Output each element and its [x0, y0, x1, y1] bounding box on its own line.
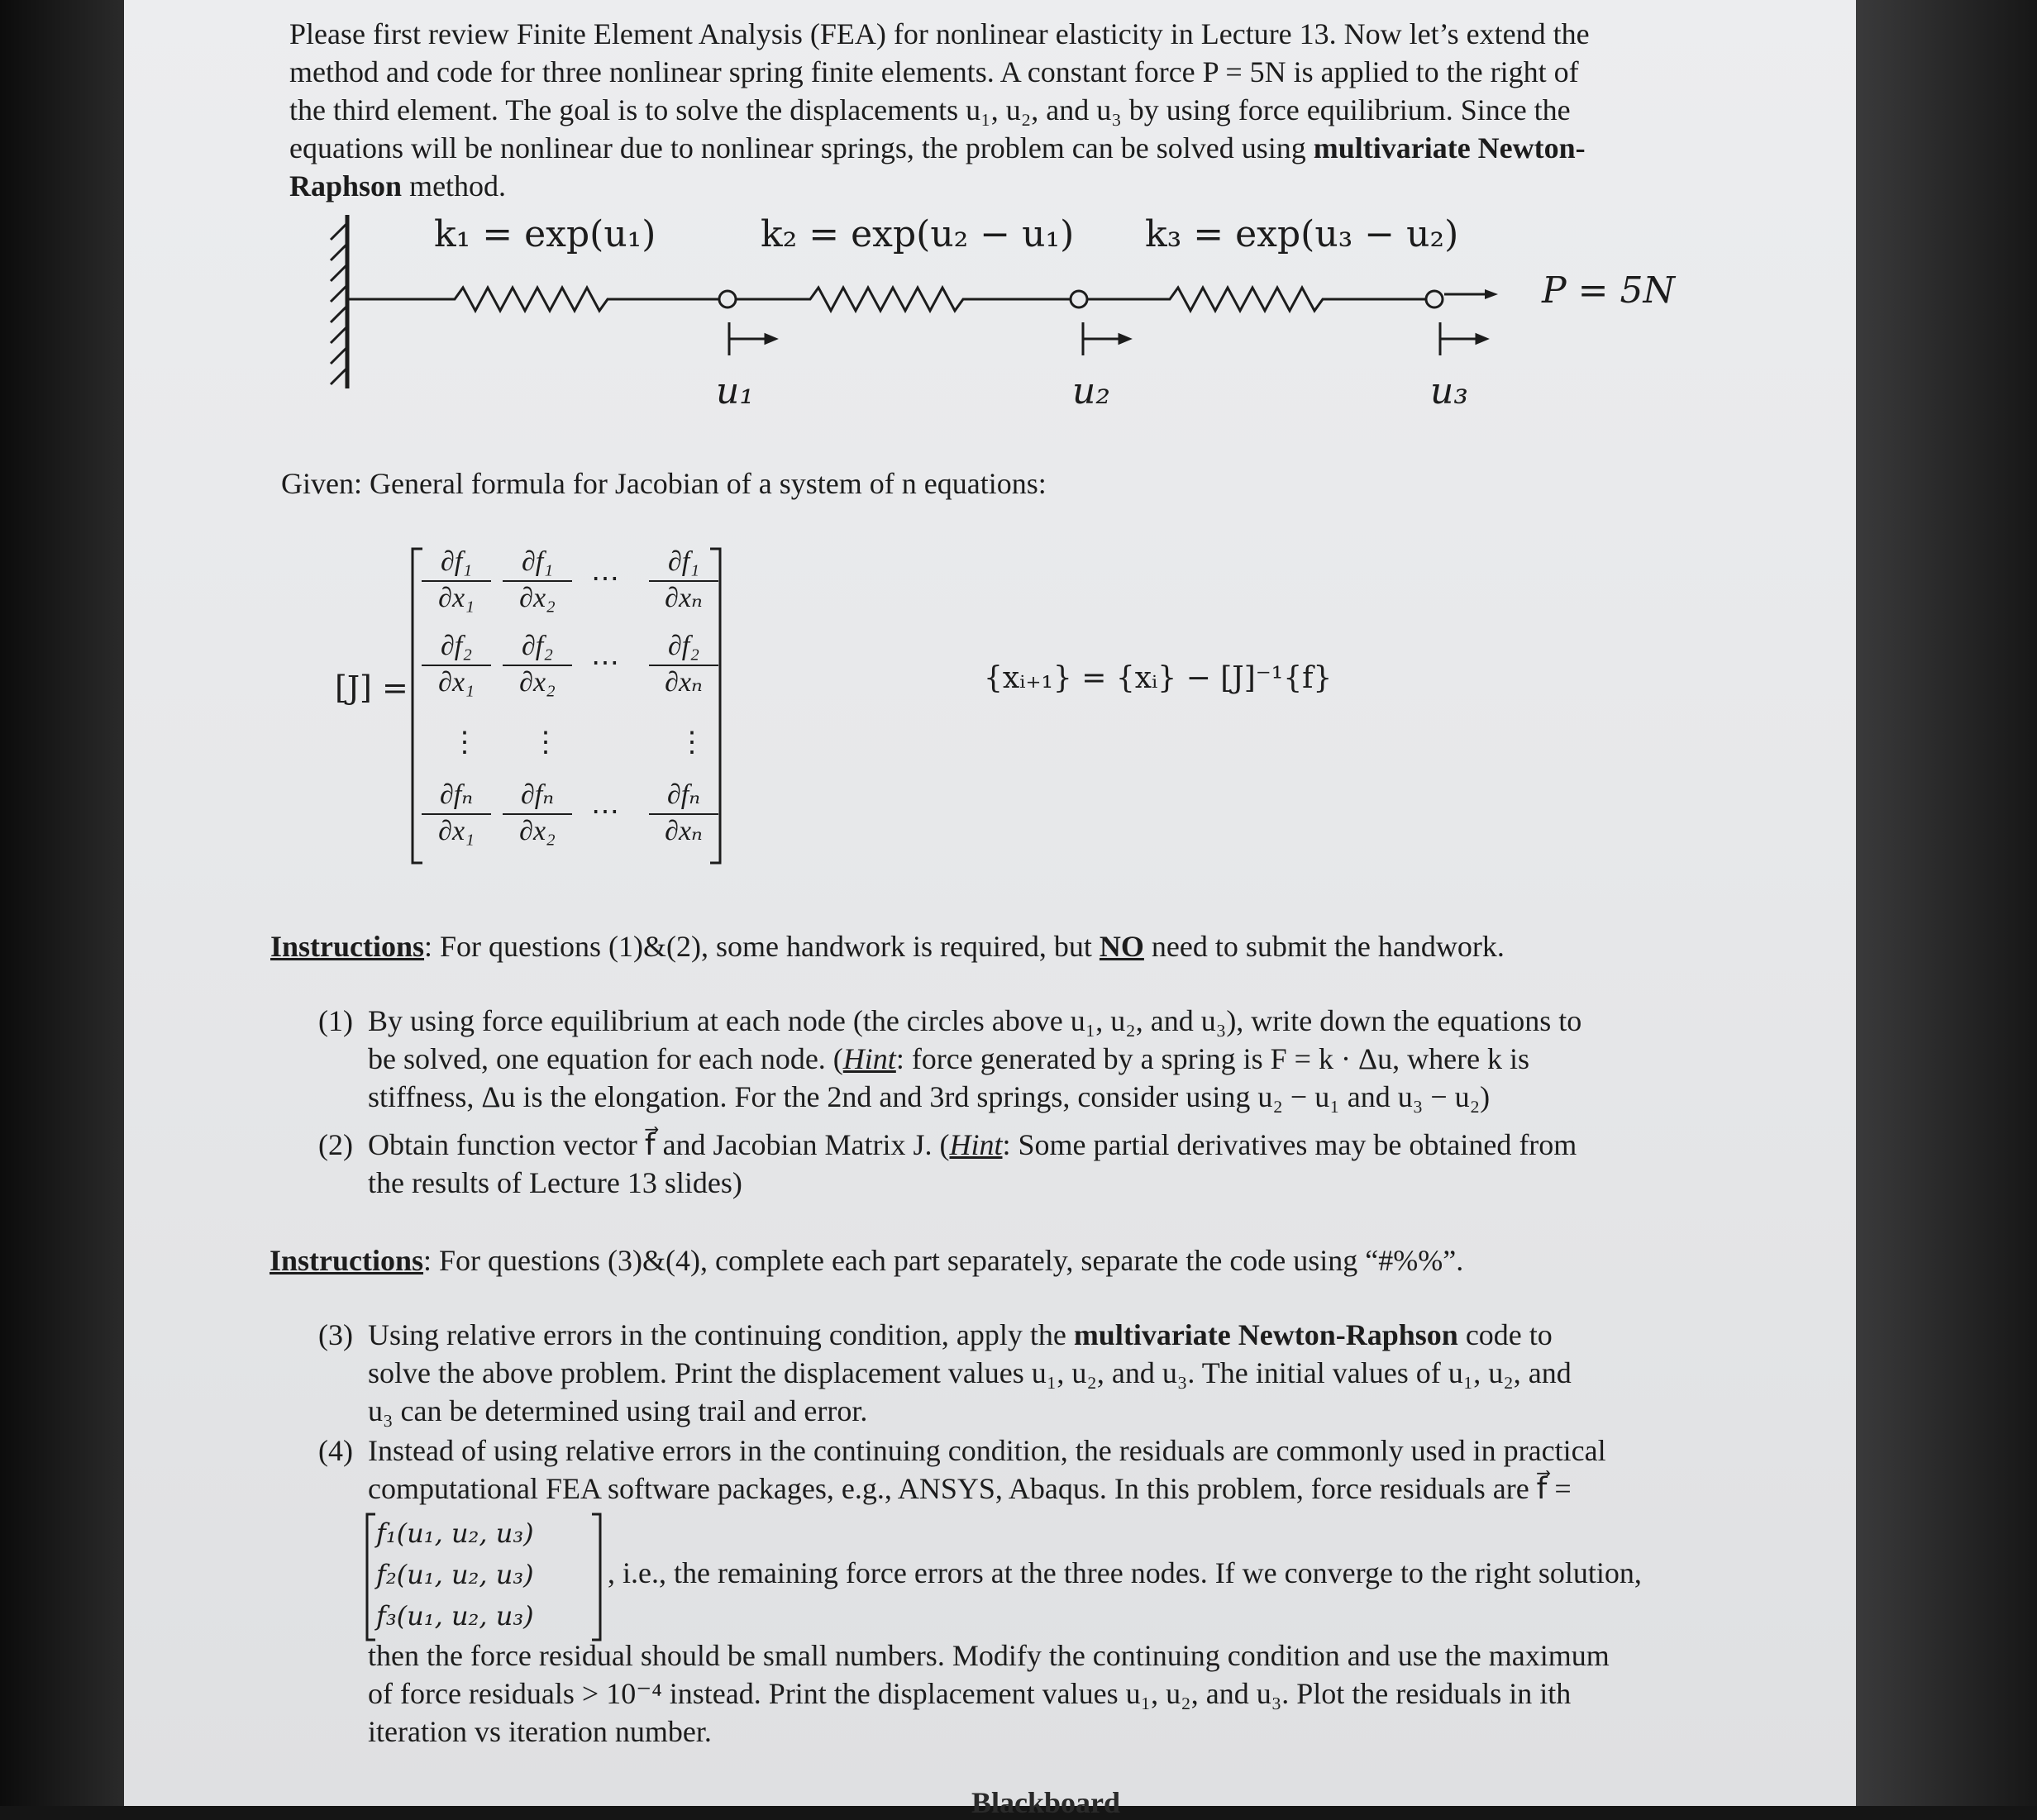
jacobian-hdots-1: ⋯ [591, 564, 619, 594]
jacobian-hdots-n: ⋯ [591, 797, 619, 827]
k1-label: k₁ = exp(u₁) [434, 213, 656, 255]
node-1-circle [719, 291, 736, 307]
node-2-circle [1071, 291, 1087, 307]
u3-label: u₃ [1430, 370, 1468, 412]
jacobian-entry-2-2: $\frac{\text{∂f₂}}{\text{∂x₂}}$ [503, 630, 572, 699]
displacement-marker-2 [1083, 322, 1129, 355]
displacement-marker-1 [729, 322, 775, 355]
question-2: (2) Obtain function vector f⃗ and Jacobian Matrix J. (Hint: Some partial derivatives may be obtained from the results of Lecture 13 slides) [318, 1128, 1577, 1199]
jacobian-vdots-1: ⋮ [451, 727, 479, 758]
question-4-line-3: , i.e., the remaining force errors at the three nodes. If we converge to the right solution, [608, 1556, 1642, 1589]
instructions-2: Instructions: For questions (3)&(4), complete each part separately, separate the code using “#%%”. [270, 1244, 1464, 1277]
jacobian-entry-n-n: $\frac{\text{∂fₙ}}{\text{∂xₙ}}$ [649, 779, 718, 848]
question-3: (3) Using relative errors in the continuing condition, apply the multivariate Newton-Raphson code to solve the above problem. Print the displacement values u₁, u₂, and u₃. The initial values of u₁, u₂, and u₃ can be determined using trail and error. [318, 1318, 1572, 1427]
u2-label: u₂ [1072, 370, 1110, 412]
jacobian-lhs: [J] = [335, 669, 408, 706]
jacobian-hdots-2: ⋯ [591, 648, 619, 679]
u1-label: u₁ [716, 370, 754, 412]
residual-f2: f₂(u₁, u₂, u₃) [376, 1559, 534, 1590]
intro-line-1: Please first review Finite Element Analysis (FEA) for nonlinear elasticity in Lecture 13. Now let’s extend the [289, 17, 1590, 50]
question-4-continued: then the force residual should be small numbers. Modify the continuing condition and use the maximum of force residuals > 10⁻⁴ instead. Print the displacement values u₁, u₂, and u₃. Plot the residuals in ith iteration vs iteration number. [368, 1639, 1610, 1748]
instructions-1: Instructions: For questions (1)&(2), some handwork is required, but NO need to submit the handwork. [270, 930, 1505, 963]
force-label: P = 5N [1542, 269, 1675, 312]
jacobian-entry-1-n: $\frac{\text{∂f₁}}{\text{∂xₙ}}$ [649, 546, 718, 615]
question-4: (4) Instead of using relative errors in the continuing condition, the residuals are commonly used in practical computational FEA software packages, e.g., ANSYS, Abaqus. In this problem, force residuals are f⃗ = [318, 1434, 1606, 1505]
spring-3 [1087, 288, 1426, 311]
newton-update-formula: {xᵢ₊₁} = {xᵢ} − [J]⁻¹{f} [984, 661, 1333, 695]
given-statement: Given: General formula for Jacobian of a system of n equations: [281, 467, 1047, 500]
footer-fragment: Blackboard [971, 1786, 1121, 1819]
intro-line-3: the third element. The goal is to solve the displacements u₁, u₂, and u₃ by using force equilibrium. Since the [289, 93, 1571, 126]
residual-f3: f₃(u₁, u₂, u₃) [376, 1600, 534, 1632]
question-1: (1) By using force equilibrium at each node (the circles above u₁, u₂, and u₃), write down the equations to be solved, one equation for each node. (Hint: force generated by a spring is F = k · Δu, where k is stiffness, Δu is the elongation. For the 2nd and 3rd springs, consider using u₂ − u₁ and u₃ − u₂) [318, 1004, 1582, 1113]
residual-f1: f₁(u₁, u₂, u₃) [376, 1517, 534, 1549]
jacobian-entry-1-2: $\frac{\text{∂f₁}}{\text{∂x₂}}$ [503, 546, 572, 615]
intro-line-2: method and code for three nonlinear spring finite elements. A constant force P = 5N is applied to the right of [289, 55, 1579, 88]
jacobian-entry-n-2: $\frac{\text{∂fₙ}}{\text{∂x₂}}$ [503, 779, 572, 848]
k2-label: k₂ = exp(u₂ − u₁) [761, 213, 1075, 255]
intro-paragraph [289, 15, 1662, 205]
wall-hatching [331, 223, 347, 384]
force-arrow-head [1485, 289, 1498, 299]
node-3-circle [1426, 291, 1443, 307]
jacobian-entry-1-1: $\frac{\text{∂f₁}}{\text{∂x₁}}$ [422, 546, 491, 615]
intro-line-5: Raphson method. [289, 169, 507, 202]
jacobian-entry-2-n: $\frac{\text{∂f₂}}{\text{∂xₙ}}$ [649, 630, 718, 699]
photo-dark-edge-left [0, 0, 124, 1806]
jacobian-entry-2-1: $\frac{\text{∂f₂}}{\text{∂x₁}}$ [422, 630, 491, 699]
jacobian-vdots-2: ⋮ [532, 727, 560, 758]
jacobian-entry-n-1: $\frac{\text{∂fₙ}}{\text{∂x₁}}$ [422, 779, 491, 848]
intro-line-4: equations will be nonlinear due to nonlinear springs, the problem can be solved using multivariate Newton- [289, 131, 1586, 164]
k3-label: k₃ = exp(u₃ − u₂) [1145, 213, 1459, 255]
spring-2 [736, 288, 1071, 311]
displacement-marker-3 [1440, 322, 1486, 355]
jacobian-vdots-n: ⋮ [678, 727, 706, 758]
photo-dark-edge-right [1856, 0, 2037, 1806]
spring-1 [347, 288, 719, 311]
